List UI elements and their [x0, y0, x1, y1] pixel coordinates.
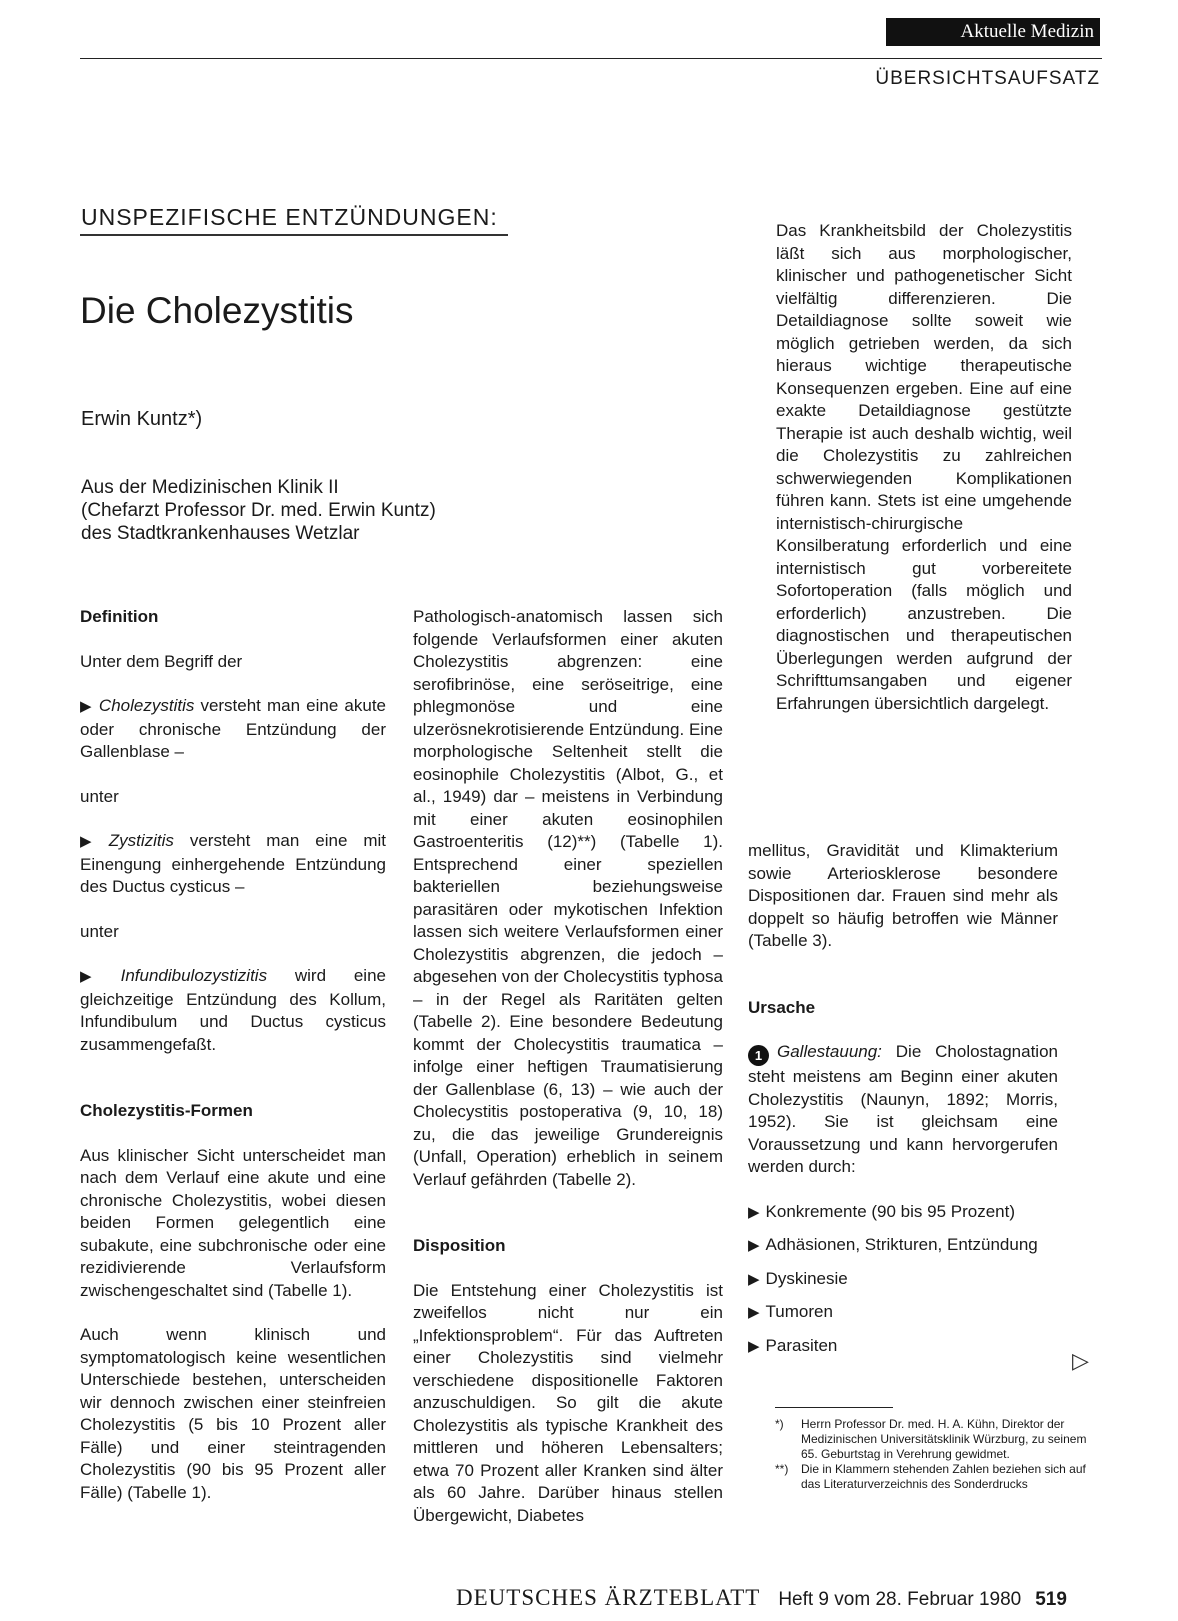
article-title: Die Cholezystitis	[80, 290, 354, 331]
kicker-underline	[80, 234, 508, 236]
footnote-marker: *)	[775, 1417, 784, 1431]
footnote	[775, 1462, 1095, 1492]
header-rule	[80, 58, 1102, 59]
affiliation	[81, 476, 436, 545]
column-2	[413, 606, 723, 1527]
column-3	[748, 840, 1058, 1368]
arrow-icon: ▶	[748, 1304, 760, 1321]
footnote-text: Die in Klammern stehenden Zahlen beziehen sich auf das Literaturverzeichnis des Sonderdrucks	[801, 1462, 1086, 1491]
list-item: ▶ Adhäsionen, Strikturen, Entzündung	[748, 1235, 1038, 1254]
arrow-icon: ▶	[80, 698, 93, 715]
number-badge-icon: 1	[748, 1045, 769, 1066]
affiliation-line: (Chefarzt Professor Dr. med. Erwin Kuntz)	[81, 500, 436, 521]
affiliation-line: des Stadtkrankenhauses Wetzlar	[81, 523, 360, 544]
section-tag: Aktuelle Medizin	[886, 18, 1100, 46]
cause-list	[748, 1201, 1058, 1359]
arrow-icon: ▶	[748, 1203, 760, 1221]
footnote-marker: **)	[775, 1462, 789, 1476]
footnote-rule	[775, 1407, 893, 1408]
footnote	[775, 1417, 1095, 1462]
author: Erwin Kuntz*)	[81, 408, 203, 430]
publication-name: DEUTSCHES ÄRZTEBLATT	[456, 1585, 761, 1610]
section-heading-disposition: Disposition	[413, 1236, 506, 1255]
cause-paragraph: 1 Gallestauung: Die Cholostagnation steht meistens am Beginn einer akuten Cholezystitis (Naunyn, 1892; Morris, 1952). Sie ist gleichsam eine Voraussetzung und kann hervorgerufen werden durch:	[748, 1042, 1058, 1176]
arrow-icon: ▶	[80, 833, 103, 850]
list-item: ▶ Dyskinesie	[748, 1268, 848, 1288]
list-item: ▶ Tumoren	[748, 1302, 833, 1321]
section-heading-forms: Cholezystitis-Formen	[80, 1101, 253, 1120]
page-number: 519	[1035, 1589, 1067, 1610]
column-1	[80, 606, 386, 1504]
footnotes	[775, 1417, 1095, 1492]
definition-item: ▶ Cholezystitis versteht man eine akute oder chronische Entzündung der Gallenblase –	[80, 696, 386, 761]
abstract-text: Das Krankheitsbild der Cholezystitis läßt sich aus morphologischer, klinischer und pathogenetischer Sicht vielfältig differenzieren. Die Detaildiagnose sollte soweit wie möglich getrieben werden, da sich hieraus wichtige therapeutische Konsequenzen ergeben. Eine auf eine exakte Detaildiagnose gestützte Therapie ist auch deshalb wichtig, weil die Cholezystitis zu zahlreichen schwerwiegenden Komplikationen führen kann. Stets ist eine umgehende internistisch-chirurgische Konsilberatung erforderlich und eine internistisch gut vorbereitete Sofortoperation (falls möglich und erforderlich) anzustreben. Die diagnostischen und therapeutischen Überlegungen werden aufgrund der Schrifttumsangaben und eigener Erfahrungen übersichtlich dargelegt.	[776, 221, 1072, 713]
unter-text: unter	[80, 921, 119, 941]
definition-intro: Unter dem Begriff der	[80, 651, 243, 671]
definition-item: ▶ Infundibulozystizitis wird eine gleichzeitige Entzündung des Kollum, Infundibulum und Ductus cysticus zusammengefaßt.	[80, 966, 386, 1054]
abstract	[776, 220, 1072, 715]
paragraph: Pathologisch-anatomisch lassen sich folgende Verlaufsformen einer akuten Cholezystitis abgrenzen: eine serofibrinöse, eine seröseitrige, eine phlegmonöse und eine ulzerösnekrotisierende Entzündung. Eine morphologische Seltenheit stellt die eosinophile Cholezystitis (Albot, G., et al., 1949) dar – meistens in Verbindung mit einer akuten eosinophilen Gastroenteritis (12)**) (Tabelle 1). Entsprechend einer speziellen bakteriellen beziehungsweise parasitären oder mykotischen Infektion lassen sich weitere Verlaufsformen einer Cholezystitis abgrenzen, die jedoch – abgesehen von der Cholecystitis typhosa – in der Regel als Raritäten gelten (Tabelle 2). Eine besondere Bedeutung kommt der Cholecystitis traumatica – infolge einer heftigen Traumatisierung der Gallenblase (6, 13) – wie auch der Cholecystitis postoperativa (9, 10, 18) zu, die das jeweilige Grundereignis (Unfall, Operation) erheblich in seinem Verlauf gefährden (Tabelle 2).	[413, 607, 723, 1189]
page-footer	[456, 1585, 1067, 1611]
unter-text: unter	[80, 786, 119, 806]
footnote-text: Herrn Professor Dr. med. H. A. Kühn, Direktor der Medizinischen Universitätsklinik Würzburg, zu seinem 65. Geburtstag in Verehrung gewidmet.	[801, 1417, 1087, 1461]
issue-info: Heft 9 vom 28. Februar 1980	[778, 1589, 1022, 1610]
article-kicker: UNSPEZIFISCHE ENTZÜNDUNGEN:	[81, 204, 498, 230]
definition-item: ▶ Zystizitis versteht man eine mit Einengung einhergehende Entzündung des Ductus cysticus –	[80, 831, 386, 896]
paragraph: Die Entstehung einer Cholezystitis ist zweifellos nicht nur ein „Infektionsproblem“. Für das Auftreten einer Cholezystitis sind vielmehr verschiedene dispositionelle Faktoren anzuschuldigen. So gilt die akute Cholezystitis als typische Krankheit des mittleren und höheren Lebensalters; etwa 70 Prozent aller Kranken sind älter als 60 Jahre. Darüber hinaus stellen Übergewicht, Diabetes	[413, 1280, 723, 1525]
arrow-icon: ▶	[80, 968, 115, 985]
arrow-icon: ▶	[748, 1337, 760, 1355]
paragraph: Aus klinischer Sicht unterscheidet man nach dem Verlauf eine akute und eine chronische Cholezystitis, wobei diesen beiden Formen gelegentlich eine subakute, eine subchronische oder eine rezidivierende Verlaufsform zwischengeschaltet sind (Tabelle 1).	[80, 1145, 386, 1300]
paragraph: Auch wenn klinisch und symptomatologisch keine wesentlichen Unterschiede bestehen, unterscheiden wir dennoch zwischen einer steinfreien Cholezystitis (5 bis 10 Prozent aller Fälle) und einer steintragenden Cholezystitis (90 bis 95 Prozent aller Fälle) (Tabelle 1).	[80, 1325, 386, 1502]
paragraph: mellitus, Gravidität und Klimakterium sowie Arteriosklerose besondere Dispositionen dar. Frauen sind mehr als doppelt so häufig betroffen wie Männer (Tabelle 3).	[748, 841, 1058, 950]
continue-arrow-icon: ▷	[1072, 1348, 1089, 1373]
affiliation-line: Aus der Medizinischen Klinik II	[81, 477, 339, 498]
list-item: ▶ Parasiten	[748, 1335, 838, 1355]
arrow-icon: ▶	[748, 1270, 760, 1288]
rubric: ÜBERSICHTSAUFSATZ	[875, 68, 1100, 89]
list-item: ▶ Konkremente (90 bis 95 Prozent)	[748, 1201, 1016, 1221]
arrow-icon: ▶	[748, 1237, 760, 1254]
section-heading-cause: Ursache	[748, 997, 816, 1017]
section-heading-definition: Definition	[80, 607, 159, 626]
